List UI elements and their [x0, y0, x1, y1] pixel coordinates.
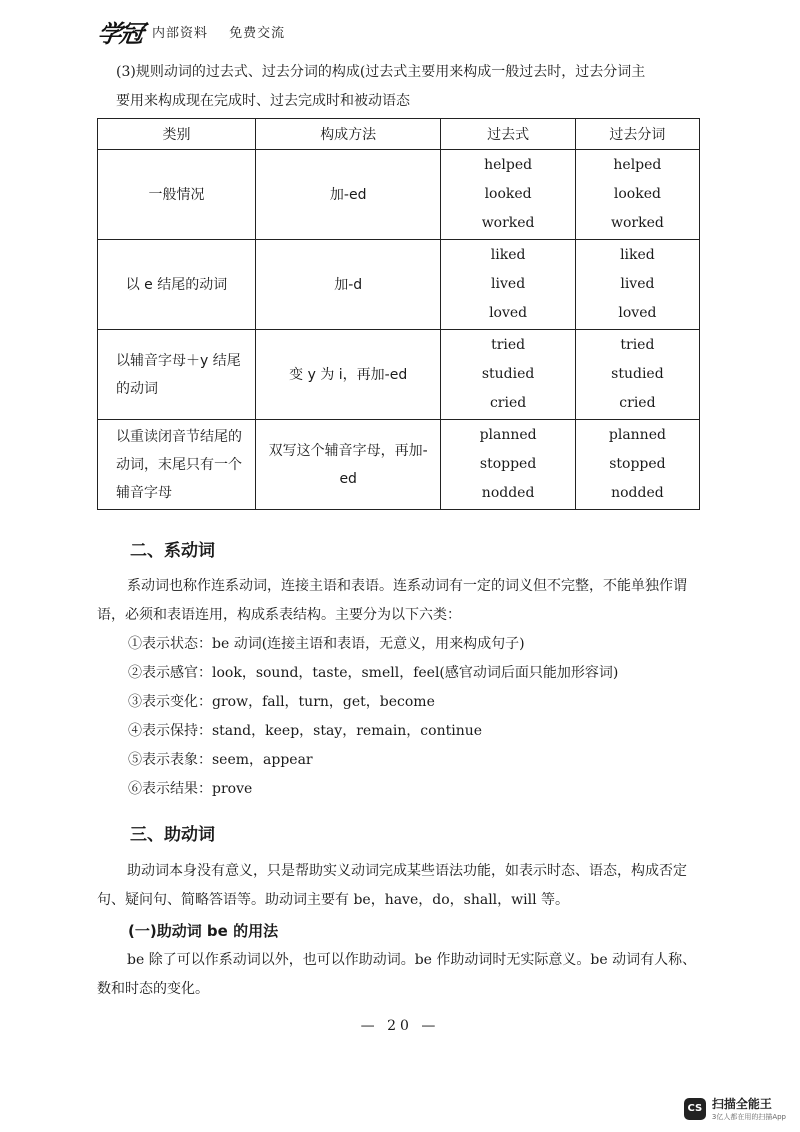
- table-row: [98, 150, 700, 240]
- list-item: ②表示感官：look，sound，taste，smell，feel(感官动词后面只能加形容词): [128, 665, 619, 681]
- participle-form: studied: [611, 366, 664, 382]
- past-form: liked: [490, 247, 526, 263]
- linking-verbs-paragraph: 系动词也称作连系动词，连接主语和表语。连系动词有一定的词义但不完整，不能单独作谓语，必须和表语连用，构成系表结构。主要分为以下六类：: [97, 578, 687, 623]
- participle-form: nodded: [611, 485, 664, 501]
- past-form: looked: [484, 186, 532, 202]
- table-header-row: [98, 119, 700, 150]
- header-label-internal: 内部资料: [152, 25, 209, 41]
- row-method: 加-ed: [256, 150, 441, 240]
- section-title-linking-verbs: 二、系动词: [130, 541, 215, 561]
- row-category: 以辅音字母＋y 结尾的动词: [98, 330, 256, 420]
- past-form: cried: [489, 395, 527, 411]
- participle-form: tried: [620, 337, 655, 353]
- participle-form: stopped: [609, 456, 666, 472]
- row-category: 一般情况: [98, 150, 256, 240]
- row-participle-forms: [575, 240, 699, 330]
- table-row: [98, 330, 700, 420]
- row-method: 加-d: [256, 240, 441, 330]
- page-number: — 20 —: [360, 1018, 440, 1034]
- row-participle-forms: [575, 330, 699, 420]
- row-participle-forms: [575, 420, 699, 510]
- linking-verb-types-list: [128, 630, 618, 804]
- row-category: 以 e 结尾的动词: [98, 240, 256, 330]
- page-header: [95, 16, 301, 48]
- list-item: ⑤表示表象：seem，appear: [128, 752, 313, 768]
- row-past-forms: [441, 240, 575, 330]
- participle-form: liked: [620, 247, 655, 263]
- list-item: ⑥表示结果：prove: [128, 781, 253, 797]
- watermark-text: [712, 1095, 786, 1122]
- participle-form: loved: [618, 305, 657, 321]
- watermark-subtitle: 3亿人都在用的扫描App: [711, 1113, 786, 1121]
- past-form: tried: [491, 337, 526, 353]
- participle-form: helped: [613, 157, 662, 173]
- table-row: [98, 240, 700, 330]
- header-category: 类别: [98, 119, 256, 150]
- header-method: 构成方法: [256, 119, 441, 150]
- past-form: stopped: [479, 456, 537, 472]
- scanner-watermark: [684, 1095, 786, 1122]
- camscanner-logo-icon: CS: [684, 1098, 706, 1120]
- list-item: ④表示保持：stand，keep，stay，remain，continue: [128, 723, 483, 739]
- intro-line-1: (3)规则动词的过去式、过去分词的构成(过去式主要用来构成一般过去时，过去分词主: [116, 64, 646, 80]
- header-participle: 过去分词: [575, 119, 699, 150]
- row-method: 双写这个辅音字母，再加-ed: [256, 420, 441, 510]
- row-category: 以重读闭音节结尾的动词，末尾只有一个辅音字母: [98, 420, 256, 510]
- past-form: worked: [481, 215, 535, 231]
- past-form: lived: [491, 276, 526, 292]
- watermark-title: 扫描全能王: [711, 1097, 772, 1111]
- past-form: nodded: [481, 485, 535, 501]
- past-form: studied: [481, 366, 535, 382]
- row-participle-forms: [575, 150, 699, 240]
- header-labels: [152, 22, 301, 41]
- past-form: helped: [484, 157, 533, 173]
- section-title-auxiliary-verbs: 三、助动词: [130, 825, 215, 845]
- row-past-forms: [441, 330, 575, 420]
- row-method: 变 y 为 i，再加-ed: [256, 330, 441, 420]
- participle-form: cried: [619, 395, 656, 411]
- header-past: 过去式: [441, 119, 575, 150]
- verb-forms-table: [97, 118, 700, 510]
- row-past-forms: [441, 150, 575, 240]
- header-label-free: 免费交流: [229, 25, 286, 41]
- list-item: ③表示变化：grow，fall，turn，get，become: [128, 694, 435, 710]
- intro-line-2: 要用来构成现在完成时、过去完成时和被动语态: [116, 93, 410, 109]
- be-usage-paragraph: be 除了可以作系动词以外，也可以作助动词。be 作助动词时无实际意义。be 动词有人称、数和时态的变化。: [97, 952, 697, 997]
- past-form: loved: [489, 305, 528, 321]
- list-item: ①表示状态：be 动词(连接主语和表语，无意义，用来构成句子): [128, 636, 525, 652]
- participle-form: worked: [610, 215, 664, 231]
- publisher-logo: 学冠: [95, 19, 144, 48]
- past-form: planned: [479, 427, 537, 443]
- participle-form: looked: [613, 186, 661, 202]
- auxiliary-verbs-paragraph: 助动词本身没有意义，只是帮助实义动词完成某些语法功能，如表示时态、语态，构成否定句、疑问句、简略答语等。助动词主要有 be，have，do，shall，will 等。: [97, 863, 687, 908]
- participle-form: lived: [620, 276, 655, 292]
- participle-form: planned: [608, 427, 666, 443]
- row-past-forms: [441, 420, 575, 510]
- subsection-title-be: (一)助动词 be 的用法: [128, 922, 279, 940]
- table-row: [98, 420, 700, 510]
